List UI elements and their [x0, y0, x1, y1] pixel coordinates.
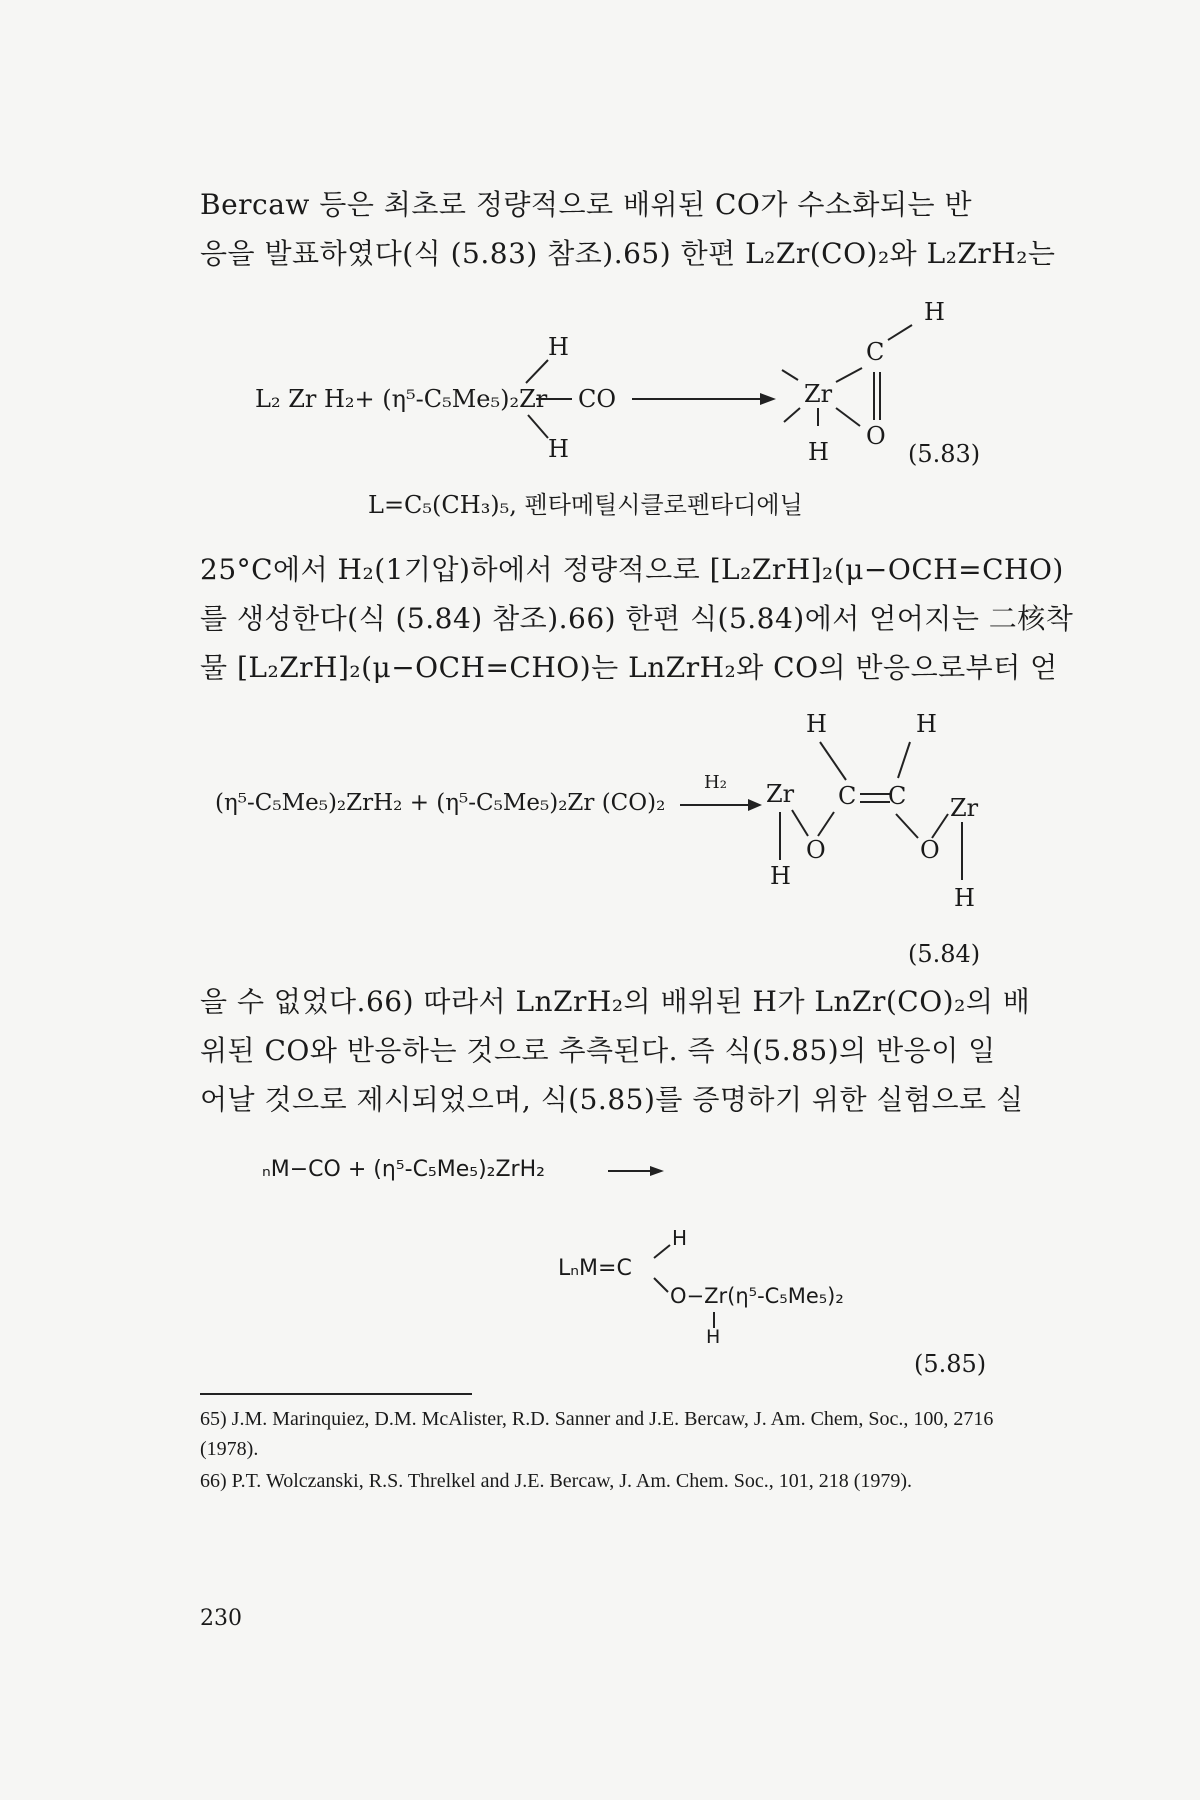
reaction-5-84-reactants: (η⁵-C₅Me₅)₂ZrH₂ + (η⁵-C₅Me₅)₂Zr (CO)₂ — [215, 790, 666, 816]
equation-number: (5.83) — [908, 440, 981, 468]
text-line: 25°C에서 H₂(1기압)하에서 정량적으로 [L₂ZrH]₂(μ−OCH=CHO) — [200, 553, 1064, 586]
reaction-5-84-h-zr-right: H — [954, 884, 975, 912]
text-line: 를 생성한다(식 (5.84) 참조).66) 한편 식(5.84)에서 얻어지는 二核착 — [200, 602, 1074, 635]
reaction-5-84-h-zr-left: H — [770, 862, 791, 890]
reaction-5-84-arrow-label: H₂ — [704, 772, 727, 793]
footnote-65: 65) J.M. Marinquiez, D.M. McAlister, R.D. Sanner and J.E. Bercaw, J. Am. Chem, Soc., 100, 2716 (1978). — [200, 1408, 994, 1460]
reaction-5-83-h-up: H — [548, 333, 569, 361]
reaction-5-85-reactants: ₙM−CO + (η⁵-C₅Me₅)₂ZrH₂ — [262, 1157, 545, 1182]
page-number: 230 — [200, 1606, 242, 1631]
reaction-5-83-co: CO — [578, 385, 617, 413]
reaction-5-83-product-h-bottom: H — [808, 438, 829, 466]
reaction-5-84-c1: C — [838, 782, 857, 810]
text-line: 응을 발표하였다(식 (5.83) 참조).65) 한편 L₂Zr(CO)₂와 L₂ZrH₂는 — [200, 237, 1056, 270]
reaction-5-85-product-a: LₙM=C — [558, 1256, 632, 1281]
reaction-5-83-h-down: H — [548, 435, 569, 463]
reaction-5-85-product-h2: H — [706, 1326, 721, 1348]
text-line: Bercaw 등은 최초로 정량적으로 배위된 CO가 수소화되는 반 — [200, 188, 973, 221]
text-line: 어날 것으로 제시되었으며, 식(5.85)를 증명하기 위한 실험으로 실 — [200, 1083, 1024, 1116]
text-line: 위된 CO와 반응하는 것으로 추측된다. 즉 식(5.85)의 반응이 일 — [200, 1034, 996, 1067]
reaction-5-84-o1: O — [806, 836, 826, 864]
reaction-5-84-zr-left: Zr — [766, 780, 795, 808]
reaction-5-85-product-h: H — [672, 1226, 688, 1250]
reaction-5-84-c2: C — [888, 782, 907, 810]
equation-number: (5.84) — [908, 940, 981, 968]
text-line: 물 [L₂ZrH]₂(μ−OCH=CHO)는 LnZrH₂와 CO의 반응으로부터 얻 — [200, 651, 1058, 684]
reaction-5-83-reactants: L₂ Zr H₂+ (η⁵-C₅Me₅)₂Zr — [255, 385, 548, 413]
equation-number: (5.85) — [914, 1350, 987, 1378]
reaction-5-83-product-o: O — [866, 422, 886, 450]
reaction-5-84-h1: H — [806, 710, 827, 738]
footnote-rule — [200, 1393, 472, 1395]
text-line: 을 수 없었다.66) 따라서 LnZrH₂의 배위된 H가 LnZr(CO)₂의 배 — [200, 985, 1031, 1018]
ligand-legend: L=C₅(CH₃)₅, 펜타메틸시클로펜타디에닐 — [368, 491, 803, 519]
footnote-66: 66) P.T. Wolczanski, R.S. Threlkel and J.E. Bercaw, J. Am. Chem. Soc., 101, 218 (1979). — [200, 1470, 913, 1492]
reaction-5-83-product-zr: Zr — [804, 380, 833, 408]
reaction-5-83-product-h-top: H — [924, 298, 945, 326]
reaction-5-84-o2: O — [920, 836, 940, 864]
reaction-5-84-h2: H — [916, 710, 937, 738]
reaction-5-84-zr-right: Zr — [950, 794, 979, 822]
reaction-5-83-product-c: C — [866, 338, 885, 366]
reaction-5-85-product-b: O−Zr(η⁵-C₅Me₅)₂ — [670, 1284, 844, 1308]
